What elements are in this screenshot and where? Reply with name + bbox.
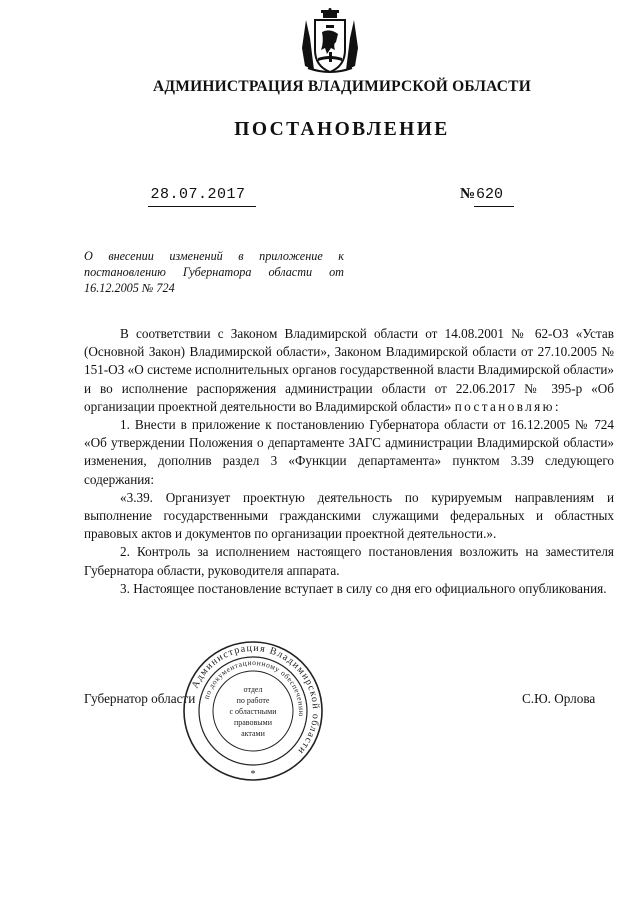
document-number: 620 xyxy=(476,186,504,203)
stamp-inner-text: по документационному обеспечению xyxy=(201,657,307,718)
stamp-center-line: с областными xyxy=(229,707,277,716)
coat-of-arms-icon xyxy=(300,8,360,76)
number-underline xyxy=(474,206,514,207)
date-underline xyxy=(148,206,256,207)
document-subject: О внесении изменений в приложение к постановлению Губернатора области от 16.12.2005 № 724 xyxy=(84,249,344,295)
item-2: 2. Контроль за исполнением настоящего постановления возложить на заместителя Губернатора области, руководителя аппарата. xyxy=(84,544,614,578)
signatory-title: Губернатор области xyxy=(84,691,196,706)
preamble-text: В соответствии с Законом Владимирской области от 14.08.2001 № 62-ОЗ «Устав (Основной Закон) Владимирской области», Законом Владимирской области от 27.10.2005 № 151-ОЗ «О системе исполнительных органов государственной власти Владимирской области» и во исполнение распоряжения администрации области от 22.06.2017 № 395-р «Об организации проектной деятельности во Владимирской области» xyxy=(84,326,614,414)
decree-word: постановляю: xyxy=(454,398,561,414)
stamp-center-line: правовыми xyxy=(233,718,273,727)
document-date: 28.07.2017 xyxy=(150,186,246,203)
stamp-center-line: отдел xyxy=(243,685,263,694)
stamp-star: * xyxy=(250,769,256,780)
signatory-name: С.Ю. Орлова xyxy=(522,691,596,706)
item-1: 1. Внести в приложение к постановлению Губернатора области от 16.12.2005 № 724 «Об утверждении Положения о департаменте ЗАГС администрации Владимирской области» изменения, дополнив раздел 3 «Функции департамента» пунктом 3.39 следующего содержания: xyxy=(84,417,614,487)
stamp-outer-text: Администрация Владимирской области xyxy=(189,642,322,757)
official-stamp xyxy=(182,640,324,782)
stamp-center-line: по работе xyxy=(236,696,270,705)
document-type: ПОСТАНОВЛЕНИЕ xyxy=(234,119,450,140)
preamble-paragraph xyxy=(84,325,614,416)
quoted-clause: «3.39. Организует проектную деятельность по курируемым направлениям и выполнение государственными гражданскими служащими федеральных и областных правовых актов и документов по организации проектной деятельности.». xyxy=(84,489,614,542)
organization-name: АДМИНИСТРАЦИЯ ВЛАДИМИРСКОЙ ОБЛАСТИ xyxy=(153,78,531,95)
stamp-center-line: актами xyxy=(241,729,265,738)
document-body xyxy=(84,325,614,598)
item-3: 3. Настоящее постановление вступает в силу со дня его официального опубликования. xyxy=(120,580,607,596)
number-label: № xyxy=(460,186,476,202)
